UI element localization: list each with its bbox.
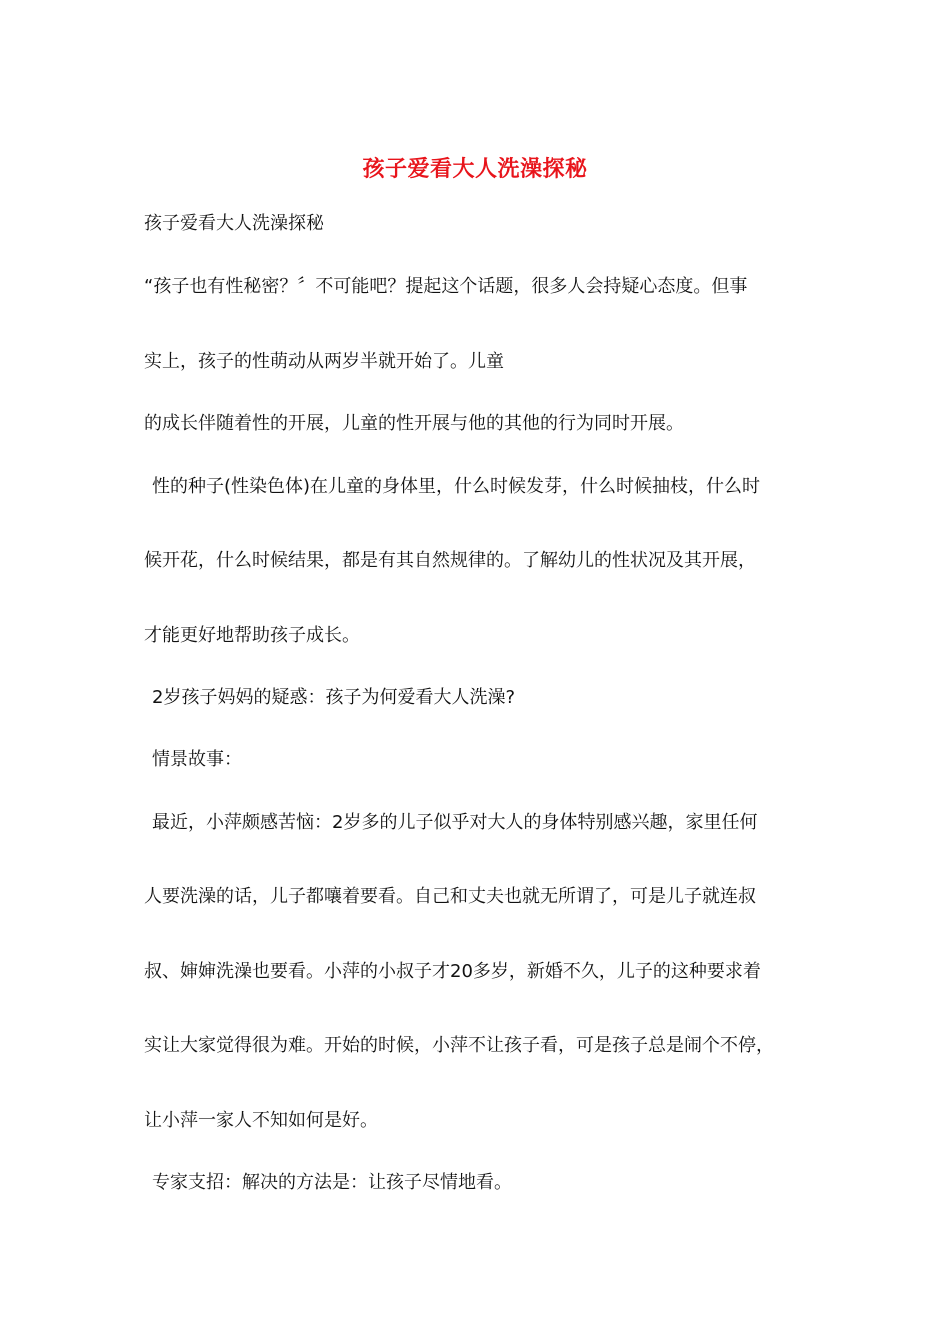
paragraph-line: 的成长伴随着性的开展，儿童的性开展与他的其他的行为同时开展。: [144, 413, 684, 434]
document-title: 孩子爱看大人洗澡探秘: [362, 157, 588, 182]
subtitle-line: 孩子爱看大人洗澡探秘: [144, 213, 324, 234]
section-heading: 情景故事：: [152, 749, 242, 770]
section-heading: 2岁孩子妈妈的疑惑：孩子为何爱看大人洗澡?: [152, 687, 516, 708]
paragraph-line: 人要洗澡的话，儿子都嚷着要看。自己和丈夫也就无所谓了，可是儿子就连叔: [144, 886, 756, 907]
paragraph-line: 让小萍一家人不知如何是好。: [144, 1110, 378, 1131]
paragraph-line: 叔、婶婶洗澡也要看。小萍的小叔子才20多岁，新婚不久，儿子的这种要求着: [144, 961, 761, 982]
paragraph-line: 候开花，什么时候结果，都是有其自然规律的。了解幼儿的性状况及其开展，: [144, 550, 756, 571]
paragraph-line: 实上，孩子的性萌动从两岁半就开始了。儿童: [144, 351, 504, 372]
paragraph-line: “孩子也有性秘密？〞不可能吧？提起这个话题，很多人会持疑心态度。但事: [144, 276, 748, 297]
paragraph-line: 实让大家觉得很为难。开始的时候，小萍不让孩子看，可是孩子总是闹个不停，: [144, 1035, 774, 1056]
paragraph-line: 才能更好地帮助孩子成长。: [144, 625, 360, 646]
paragraph-line: 性的种子(性染色体)在儿童的身体里，什么时候发芽，什么时候抽枝，什么时: [152, 476, 761, 497]
section-heading: 专家支招：解决的方法是：让孩子尽情地看。: [152, 1172, 512, 1193]
paragraph-line: 最近，小萍颇感苦恼：2岁多的儿子似乎对大人的身体特别感兴趣，家里任何: [152, 812, 758, 833]
